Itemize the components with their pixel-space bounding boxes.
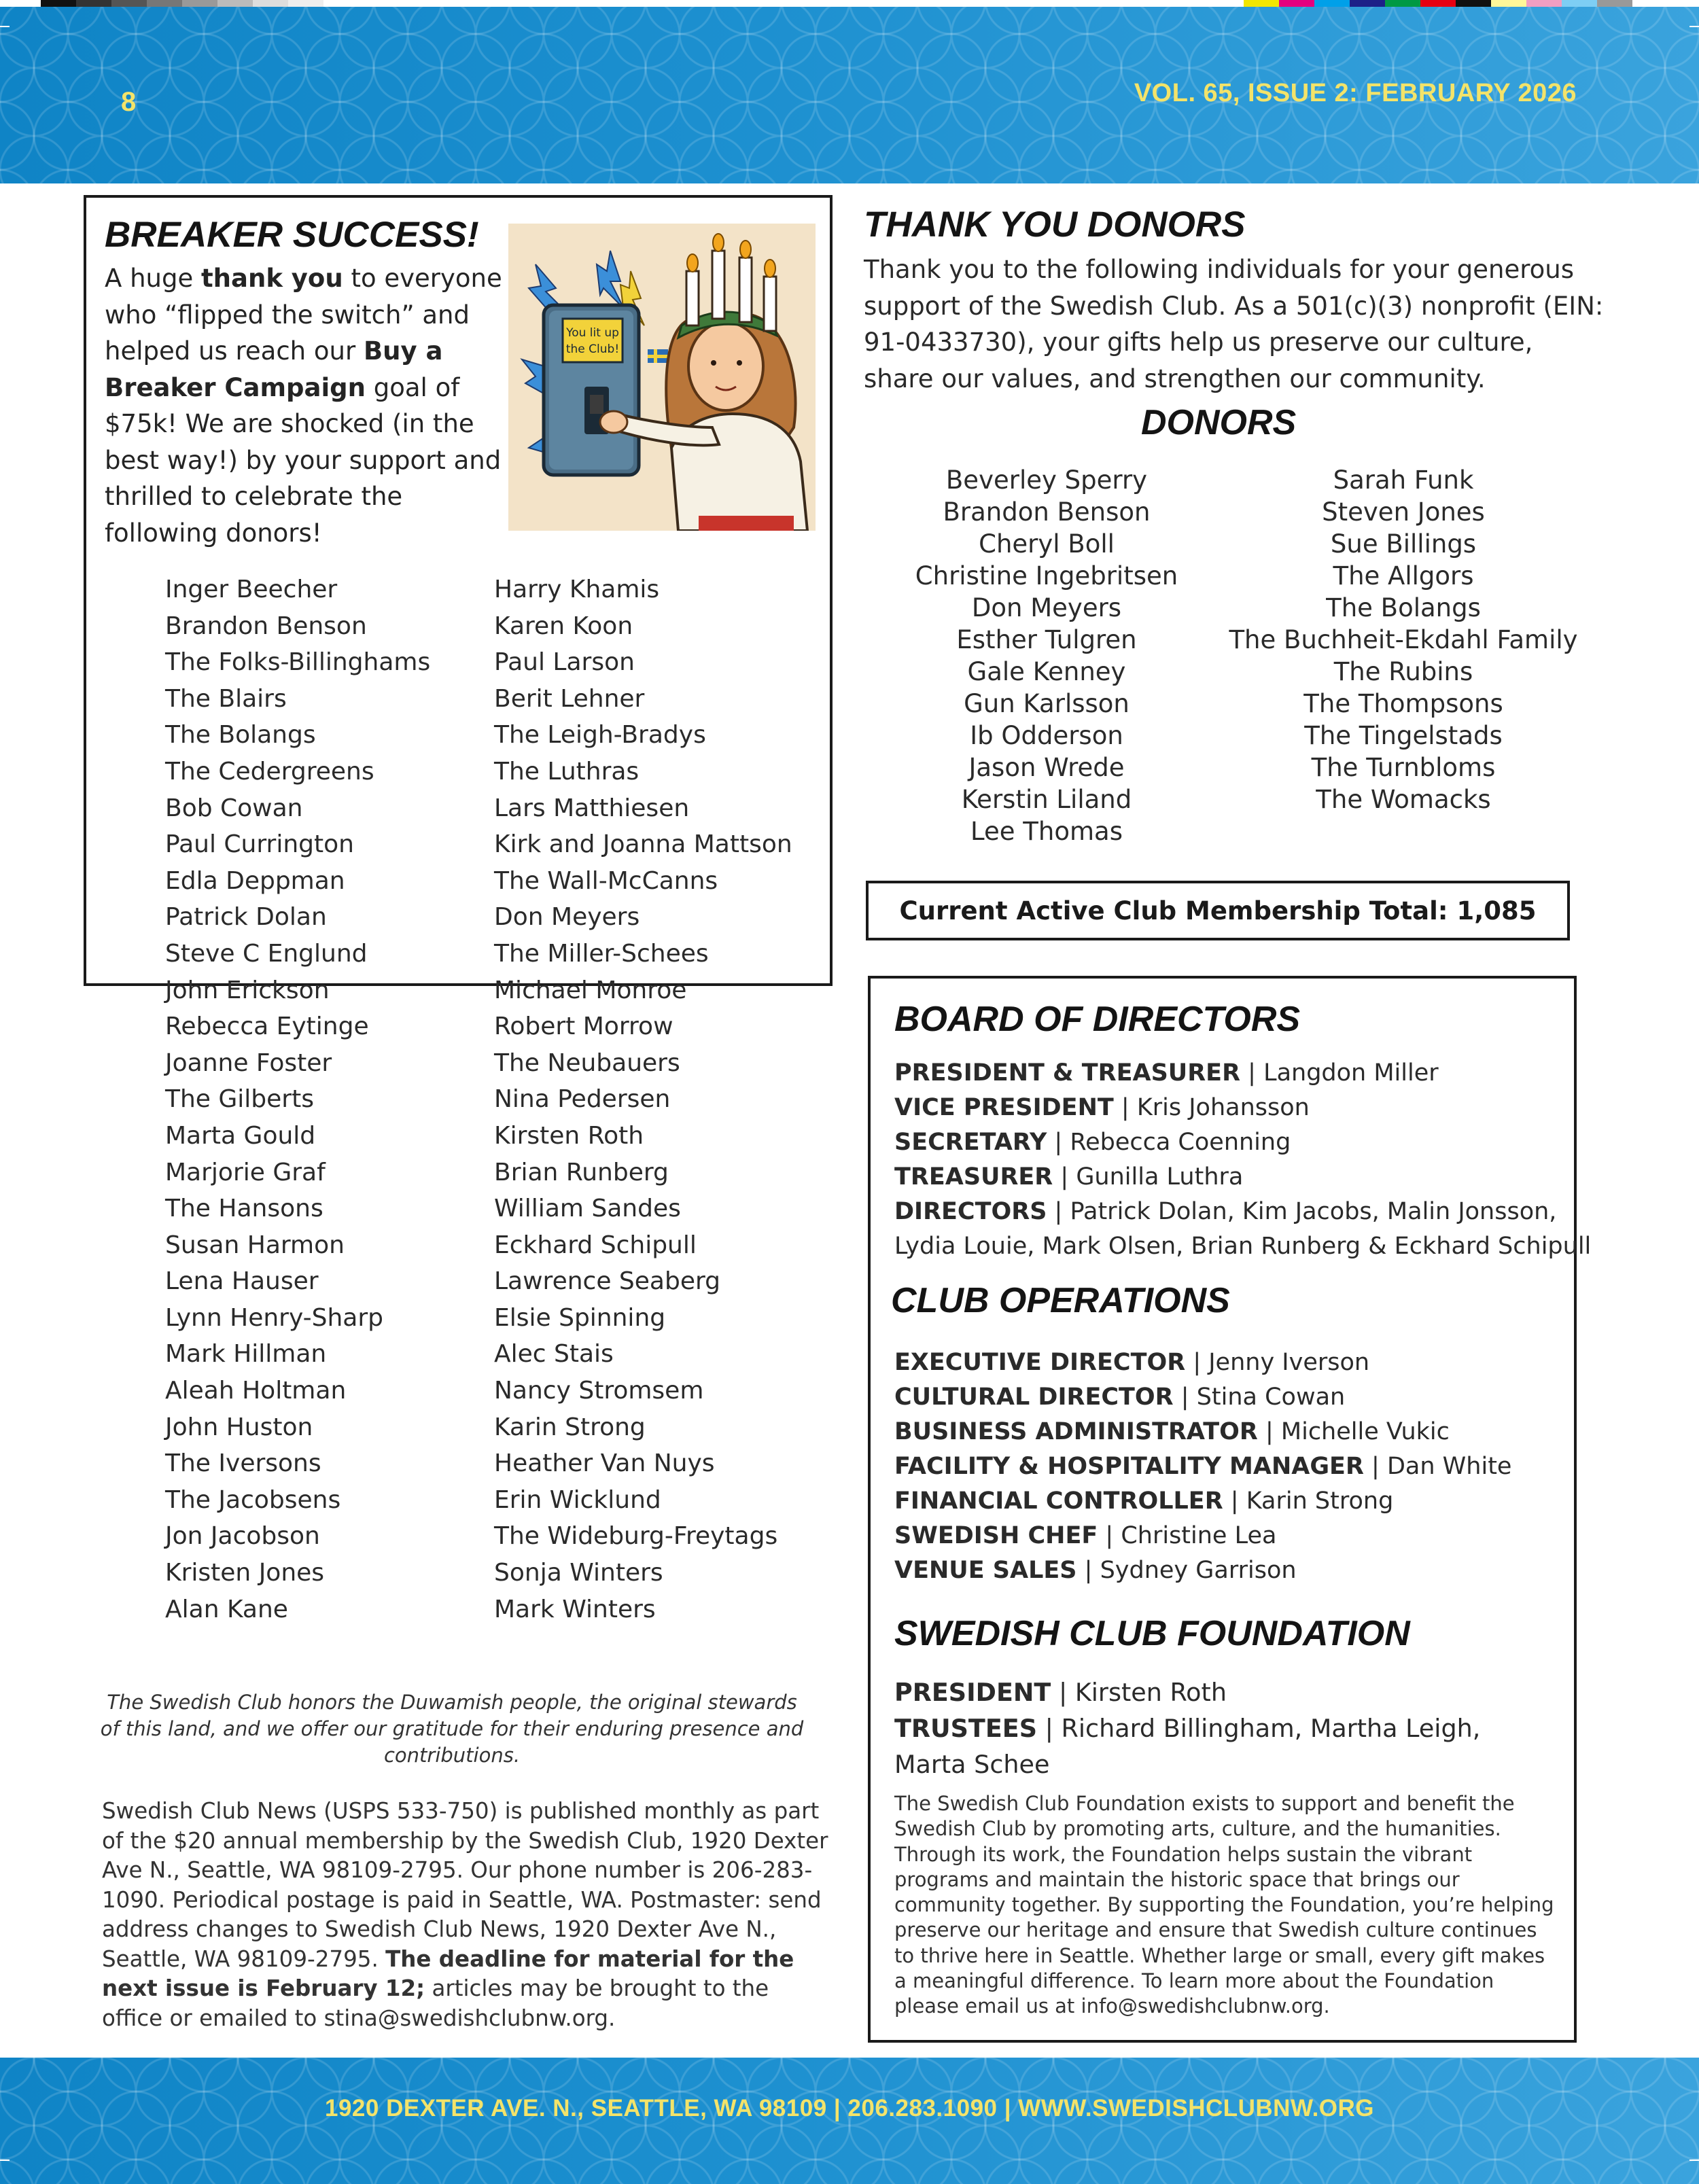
donor-name: Kristen Jones (165, 1559, 325, 1587)
donor-name: Alec Stais (494, 1340, 614, 1369)
sign-line-2: the Club! (565, 342, 620, 356)
role-holder: Gunilla Luthra (1076, 1163, 1244, 1191)
operations-role-line: FACILITY & HOSPITALITY MANAGER | Dan White (894, 1453, 1512, 1480)
donor-name: Berit Lehner (494, 684, 645, 713)
intro-emphasis: Buy a Breaker Campaign (105, 336, 443, 402)
donor-name: Robert Morrow (494, 1012, 673, 1041)
foundation-role-line: TRUSTEES | Richard Billingham, Martha Leigh, (894, 1714, 1481, 1743)
role-holder: Richard Billingham, Martha Leigh, (1061, 1714, 1481, 1743)
donor-name: Nancy Stromsem (494, 1377, 704, 1405)
donor-name: Ib Odderson (970, 721, 1123, 750)
role-title: BUSINESS ADMINISTRATOR (894, 1418, 1258, 1445)
operations-role-line: SWEDISH CHEF | Christine Lea (894, 1522, 1277, 1549)
operations-role-line: EXECUTIVE DIRECTOR | Jenny Iverson (894, 1349, 1370, 1376)
donor-name: The Buchheit-Ekdahl Family (1229, 625, 1578, 654)
lucia-breaker-illustration (508, 224, 816, 531)
role-title: DIRECTORS (894, 1198, 1047, 1225)
footer-contact: 1920 DEXTER AVE. N., SEATTLE, WA 98109 | 206.283.1090 | WWW.SWEDISHCLUBNW.ORG (324, 2095, 1375, 2121)
deadline-text: The deadline for material for the next issue is February 12; (102, 1945, 794, 2001)
donor-name: Brandon Benson (165, 612, 367, 640)
donor-name: Marta Gould (165, 1121, 316, 1150)
thank-you-donors-col1 (897, 464, 1196, 847)
header-band (0, 0, 1699, 183)
donor-name: Mark Hillman (165, 1340, 327, 1369)
donor-name: Don Meyers (971, 593, 1122, 622)
donor-name: The Bolangs (165, 721, 316, 750)
donor-name: Jason Wrede (968, 753, 1125, 782)
donor-name: The Thompsons (1303, 689, 1503, 718)
page-number: 8 (121, 87, 137, 117)
donor-name: Marjorie Graf (165, 1158, 326, 1186)
membership-total-box (866, 881, 1570, 940)
donor-name: The Hansons (165, 1195, 323, 1223)
thank-you-text: Thank you to the following individuals for your generous support of the Swedish Club. As a 501(c)(3) nonprofit (EIN: 91-0433730), your gifts help us preserve our culture, share our values, and strengthen our community. (864, 255, 1604, 393)
donor-name: John Huston (165, 1413, 313, 1441)
operations-role-line: VENUE SALES | Sydney Garrison (894, 1557, 1297, 1584)
donor-name: The Miller-Schees (494, 939, 709, 968)
role-title: VICE PRESIDENT (894, 1094, 1114, 1121)
donor-name: Joanne Foster (165, 1049, 332, 1077)
role-holder: Rebecca Coenning (1070, 1129, 1291, 1156)
donor-name: Eckhard Schipull (494, 1231, 697, 1259)
donor-name: Kerstin Liland (961, 785, 1132, 814)
donor-name: Lawrence Seaberg (494, 1267, 720, 1296)
breaker-intro (105, 260, 512, 551)
donor-name: The Neubauers (494, 1049, 680, 1077)
donor-name: Erin Wicklund (494, 1485, 661, 1514)
donor-name: Lynn Henry-Sharp (165, 1303, 384, 1332)
role-holder: Christine Lea (1121, 1522, 1277, 1549)
donor-name: Lars Matthiesen (494, 794, 690, 822)
role-title: PRESIDENT (894, 1678, 1051, 1707)
foundation-description: The Swedish Club Foundation exists to support and benefit the Swedish Club by promoting arts, culture, and the humanities. Through its work, the Foundation helps sustain the vibrant programs and maintain the historic space that brings our community together. By supporting the Foundation, you’re helping preserve our heritage and ensure that Swedish culture continues to thrive here in Seattle. Whether large or small, every gift makes a meaningful difference. To learn more about the Foundation please email us at info@swedishclubnw.org. (894, 1792, 1554, 2018)
crop-mark (0, 26, 10, 27)
intro-text: goal of $75k! We are shocked (in the best way!) by your support and thrilled to celebrate the following donors! (105, 372, 502, 548)
donor-name: Lena Hauser (165, 1267, 319, 1296)
donor-name: Esther Tulgren (956, 625, 1137, 654)
role-title: VENUE SALES (894, 1557, 1077, 1584)
donor-name: Elsie Spinning (494, 1303, 666, 1332)
donor-name: John Erickson (165, 976, 330, 1004)
donor-name: Beverley Sperry (945, 465, 1148, 495)
thank-you-title: THANK YOU DONORS (864, 205, 1246, 245)
role-holder: Karin Strong (1246, 1487, 1394, 1515)
breaker-donors-left (165, 571, 430, 1627)
grayscale-swatches (41, 0, 323, 7)
role-title: FINANCIAL CONTROLLER (894, 1487, 1223, 1515)
role-title: CULTURAL DIRECTOR (894, 1384, 1174, 1411)
trustees-continued: Marta Schee (894, 1750, 1050, 1779)
role-title: TRUSTEES (894, 1714, 1037, 1743)
publication-tail: articles may be brought to the office or emailed to stina@swedishclubnw.org. (102, 1975, 769, 2031)
operations-title: CLUB OPERATIONS (891, 1281, 1230, 1320)
operations-roles (894, 1345, 1574, 1588)
donor-name: Brandon Benson (943, 497, 1151, 527)
foundation-title: SWEDISH CLUB FOUNDATION (894, 1614, 1410, 1653)
donor-name: The Gilberts (165, 1085, 314, 1114)
donor-name: Lee Thomas (970, 817, 1123, 846)
donor-name: Don Meyers (494, 903, 640, 932)
donor-name: Gale Kenney (967, 657, 1126, 686)
donor-name: Christine Ingebritsen (915, 561, 1178, 591)
intro-text: to everyone who “flipped the switch” and helped us reach our (105, 264, 502, 366)
donor-name: Alan Kane (165, 1595, 288, 1623)
donor-name: Harry Khamis (494, 576, 660, 603)
role-holder: Michelle Vukic (1280, 1418, 1450, 1445)
issue-label: VOL. 65, ISSUE 2: FEBRUARY 2026 (1134, 79, 1577, 107)
donor-name: The Jacobsens (165, 1485, 341, 1514)
board-role-line: DIRECTORS | Patrick Dolan, Kim Jacobs, Malin Jonsson, (894, 1198, 1557, 1225)
role-title: PRESIDENT & TREASURER (894, 1059, 1241, 1087)
donor-name: Jon Jacobson (165, 1522, 320, 1551)
donor-name: Steve C Englund (165, 939, 368, 968)
donor-name: Kirsten Roth (494, 1121, 644, 1150)
sign-line-1: You lit up (566, 326, 619, 340)
thank-you-donors-col2 (1220, 464, 1587, 815)
donor-name: Karen Koon (494, 612, 633, 640)
donor-name: Edla Deppman (165, 866, 345, 895)
donors-heading: DONORS (1141, 403, 1297, 442)
board-title: BOARD OF DIRECTORS (894, 1000, 1301, 1039)
role-holder: Kris Johansson (1136, 1094, 1310, 1121)
foundation-roles (894, 1674, 1574, 1782)
directors-continued: Lydia Louie, Mark Olsen, Brian Runberg & Eckhard Schipull (894, 1233, 1592, 1260)
operations-role-line: CULTURAL DIRECTOR | Stina Cowan (894, 1384, 1346, 1411)
publication-text: Swedish Club News (USPS 533-750) is published monthly as part of the $20 annual membership by the Swedish Club, 1920 Dexter Ave N., Seattle, WA 98109-2795. Our phone number is 206-283-1090. Periodical postage is paid in Seattle, WA. Postmaster: send address changes to Swedish Club News, 1920 Dexter Ave N., Seattle, WA 98109-2795. (102, 1798, 828, 1972)
breaker-title: BREAKER SUCCESS! (105, 215, 479, 255)
role-holder: Patrick Dolan, Kim Jacobs, Malin Jonsson, (1070, 1198, 1557, 1225)
donor-name: Cheryl Boll (979, 529, 1115, 559)
donor-name: Steven Jones (1322, 497, 1485, 527)
donor-name: The Iversons (165, 1449, 321, 1478)
land-acknowledgment: The Swedish Club honors the Duwamish people, the original stewards of this land, and we offer our gratitude for their enduring presence and contributions. (100, 1691, 804, 1767)
donor-name: Gun Karlsson (964, 689, 1129, 718)
donor-name: Nina Pedersen (494, 1085, 671, 1114)
donor-name: Patrick Dolan (165, 903, 327, 932)
crop-mark (1689, 2160, 1699, 2161)
donor-name: Paul Currington (165, 830, 354, 859)
intro-text: A huge (105, 264, 201, 293)
color-swatches (1244, 0, 1632, 7)
role-holder: Kirsten Roth (1074, 1678, 1227, 1707)
role-holder: Jenny Iverson (1208, 1349, 1370, 1376)
donor-name: Rebecca Eytinge (165, 1012, 369, 1041)
donor-name: The Leigh-Bradys (494, 721, 706, 750)
donor-name: The Allgors (1333, 561, 1474, 591)
donor-name: The Bolangs (1326, 593, 1481, 622)
role-holder: Dan White (1386, 1453, 1512, 1480)
donor-name: The Folks-Billinghams (165, 648, 431, 677)
intro-emphasis: thank you (200, 264, 343, 293)
breaker-donors-right (494, 571, 792, 1627)
donor-name: Inger Beecher (165, 576, 338, 603)
donor-name: William Sandes (494, 1195, 681, 1223)
board-role-line: VICE PRESIDENT | Kris Johansson (894, 1094, 1310, 1121)
donor-name: The Turnbloms (1311, 753, 1496, 782)
board-roles (894, 1056, 1592, 1264)
donor-name: Heather Van Nuys (494, 1449, 715, 1478)
role-title: SECRETARY (894, 1129, 1047, 1156)
donor-name: Sue Billings (1330, 529, 1477, 559)
board-role-line: PRESIDENT & TREASURER | Langdon Miller (894, 1059, 1439, 1087)
donor-name: Susan Harmon (165, 1231, 345, 1259)
crop-mark (0, 2160, 10, 2161)
donor-name: The Tingelstads (1304, 721, 1503, 750)
foundation-role-line: PRESIDENT | Kirsten Roth (894, 1678, 1227, 1707)
role-holder: Stina Cowan (1196, 1384, 1346, 1411)
donor-name: The Rubins (1333, 657, 1473, 686)
donor-name: Karin Strong (494, 1413, 646, 1441)
role-holder: Sydney Garrison (1100, 1557, 1297, 1584)
role-title: SWEDISH CHEF (894, 1522, 1098, 1549)
role-title: EXECUTIVE DIRECTOR (894, 1349, 1186, 1376)
role-holder: Langdon Miller (1263, 1059, 1439, 1087)
donor-name: The Womacks (1316, 785, 1491, 814)
donor-name: Sarah Funk (1333, 465, 1474, 495)
donor-name: Mark Winters (494, 1595, 656, 1623)
role-title: TREASURER (894, 1163, 1053, 1191)
role-title: FACILITY & HOSPITALITY MANAGER (894, 1453, 1364, 1480)
membership-total: Current Active Club Membership Total: 1,085 (899, 896, 1537, 926)
publication-notice (102, 1797, 836, 2033)
board-role-line: TREASURER | Gunilla Luthra (894, 1163, 1244, 1191)
donor-name: The Wideburg-Freytags (494, 1522, 778, 1551)
donor-name: The Wall-McCanns (494, 866, 718, 895)
leadership-box (868, 976, 1592, 2043)
donor-name: Bob Cowan (165, 794, 303, 822)
donor-name: The Blairs (165, 684, 287, 713)
operations-role-line: FINANCIAL CONTROLLER | Karin Strong (894, 1487, 1394, 1515)
crop-mark (1689, 26, 1699, 27)
donor-name: The Cedergreens (165, 757, 374, 786)
donor-name: The Luthras (494, 757, 640, 786)
donor-name: Sonja Winters (494, 1559, 663, 1587)
breaker-success-box (84, 195, 833, 1623)
donor-name: Kirk and Joanna Mattson (494, 830, 792, 859)
board-role-line: SECRETARY | Rebecca Coenning (894, 1129, 1291, 1156)
donor-name: Michael Monroe (494, 976, 687, 1004)
donor-name: Brian Runberg (494, 1158, 669, 1186)
donor-name: Paul Larson (494, 648, 635, 677)
operations-role-line: BUSINESS ADMINISTRATOR | Michelle Vukic (894, 1418, 1450, 1445)
donor-name: Aleah Holtman (165, 1377, 347, 1405)
